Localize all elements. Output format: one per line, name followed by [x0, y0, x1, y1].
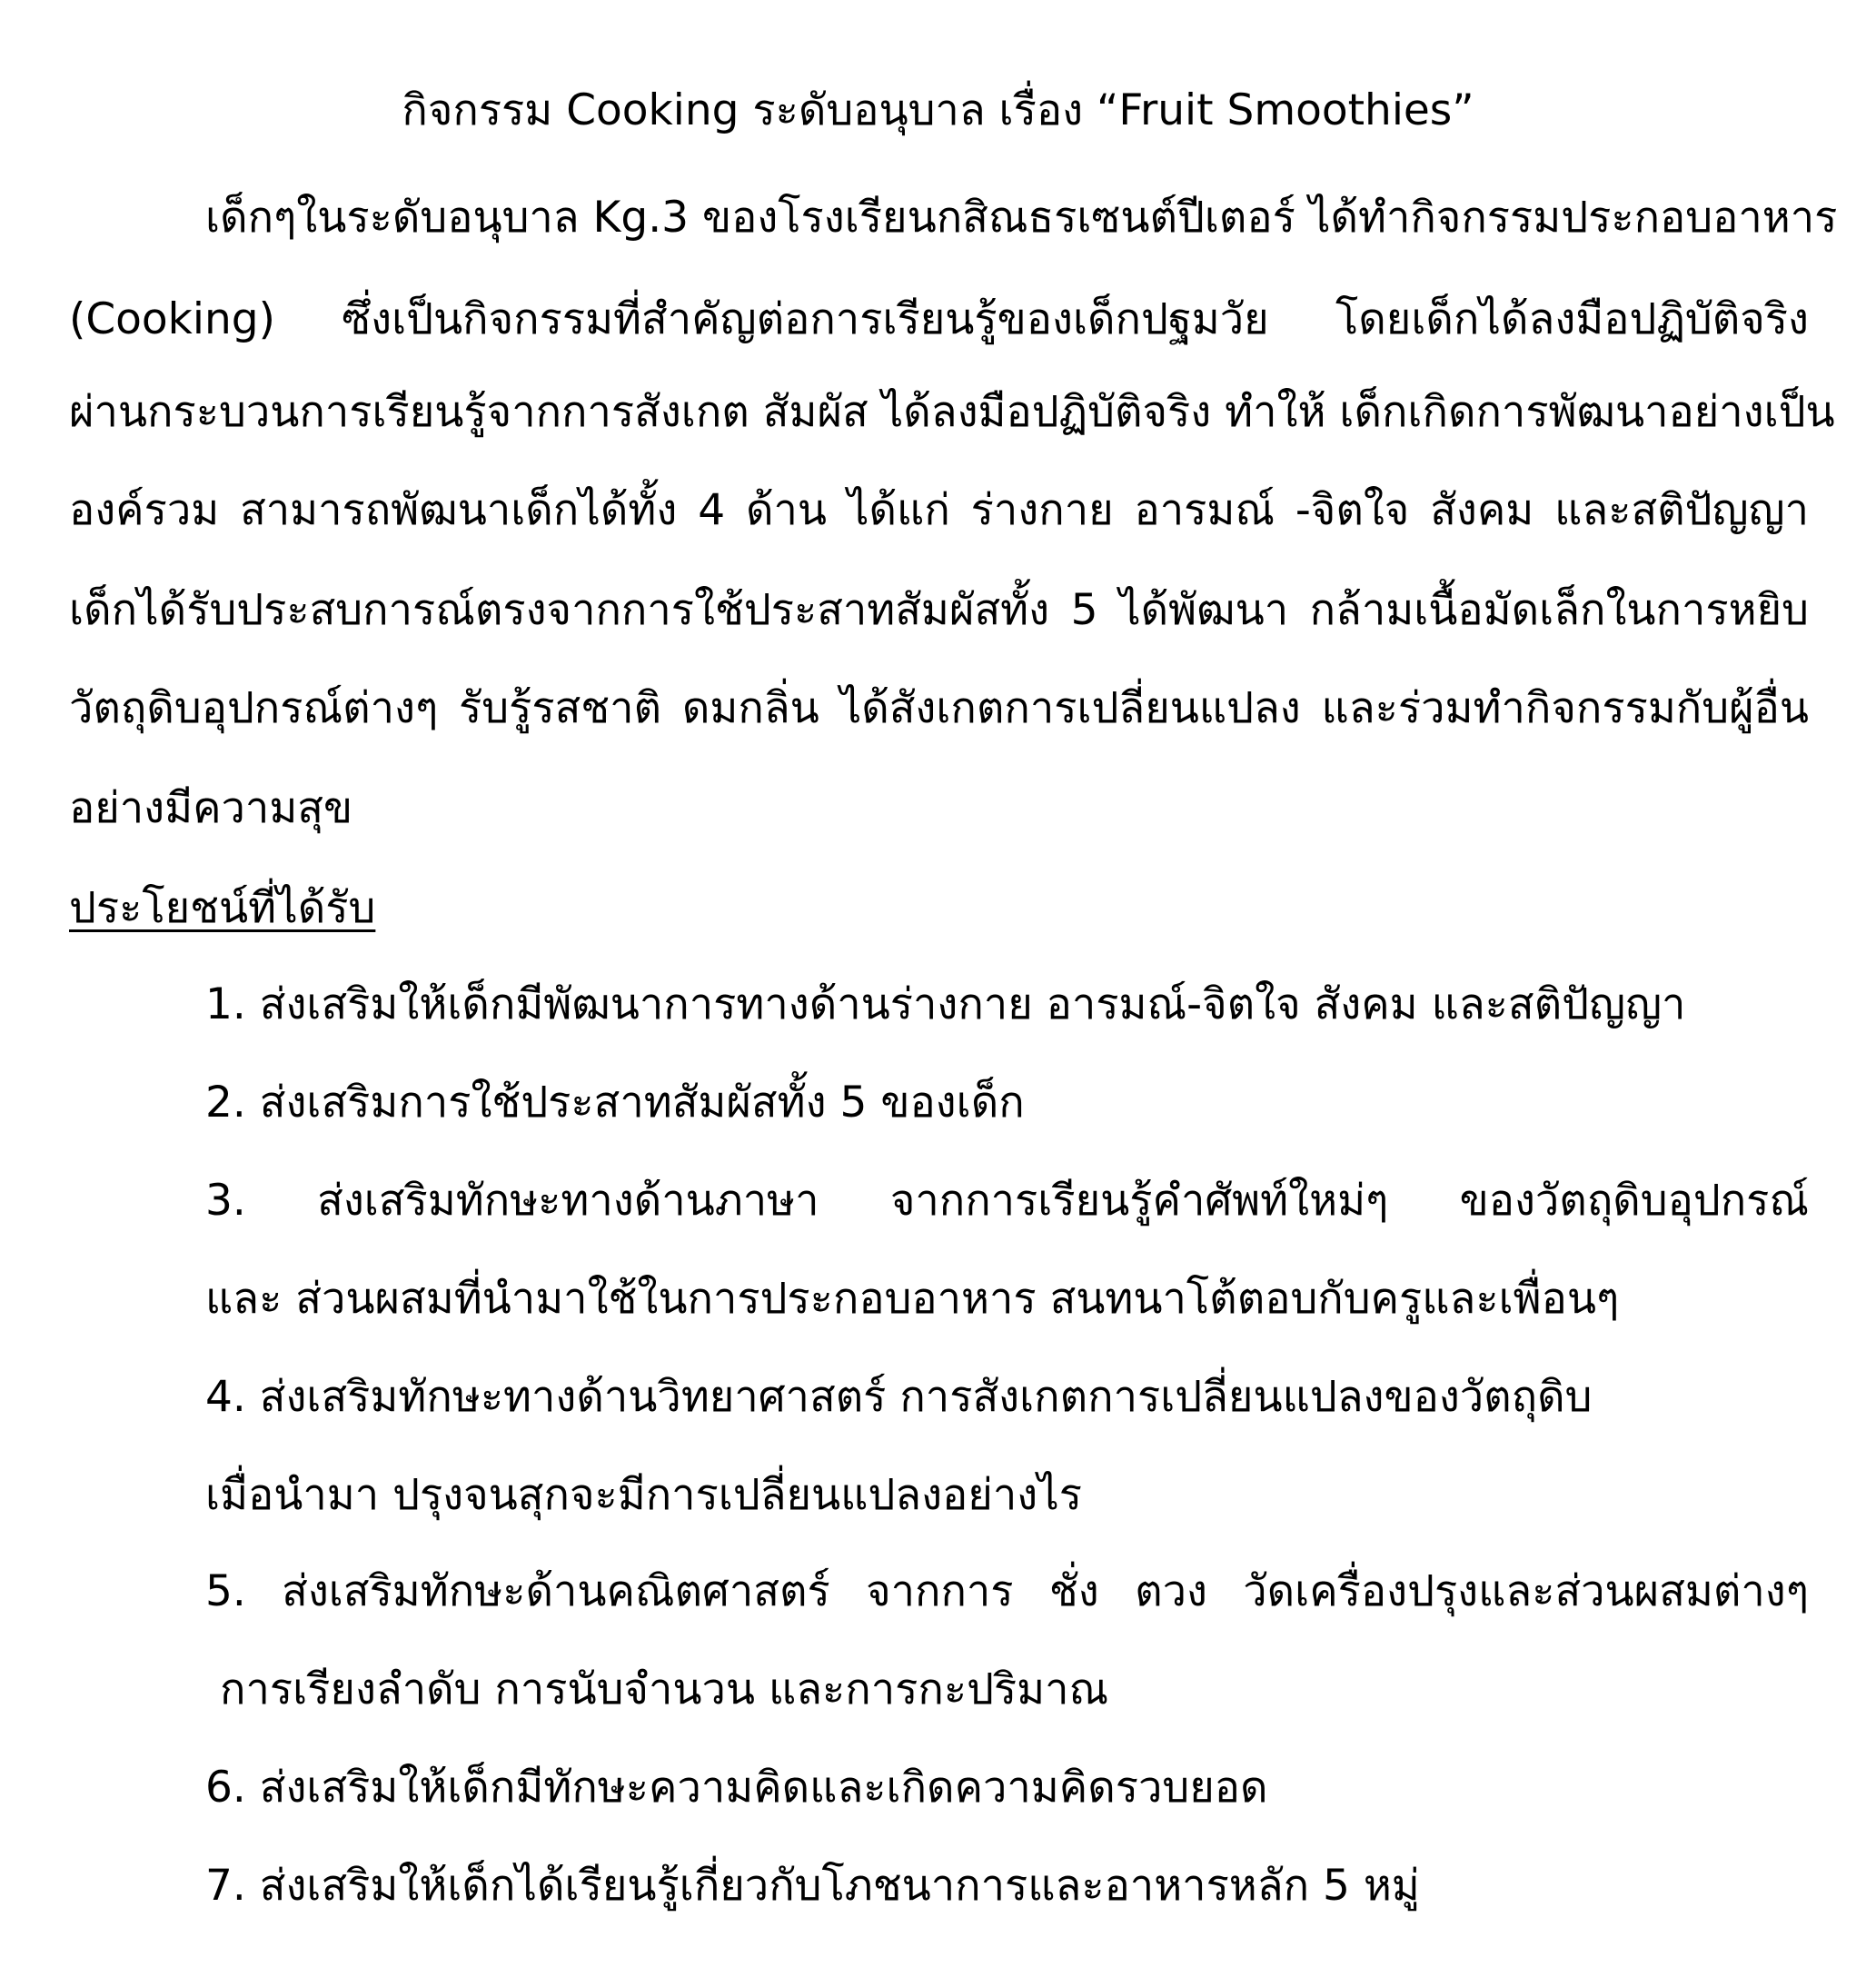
benefit-item: 6. ส่งเสริมให้เด็กมีทักษะความคิดและเกิดความคิดรวบยอด — [205, 1763, 1268, 1813]
benefit-item-continuation: การเรียงลำดับ การนับจำนวน และการกะปริมาณ — [220, 1664, 1109, 1714]
intro-line: วัตถุดิบอุปกรณ์ต่างๆ รับรู้รสชาติ ดมกลิ่น ได้สังเกตการเปลี่ยนแปลง และร่วมทำกิจกรรมกับผู้อื่น — [69, 683, 1809, 733]
intro-line: เด็กได้รับประสบการณ์ตรงจากการใช้ประสาทสัมผัสทั้ง 5 ได้พัฒนา กล้ามเนื้อมัดเล็กในการหยิบ — [69, 585, 1809, 635]
intro-line: (Cooking) ซึ่งเป็นกิจกรรมที่สำคัญต่อการเรียนรู้ของเด็กปฐมวัย โดยเด็กได้ลงมือปฏิบัติจริง — [69, 294, 1809, 344]
benefit-item: 2. ส่งเสริมการใช้ประสาทสัมผัสทั้ง 5 ของเด็ก — [205, 1078, 1025, 1128]
benefit-item: 5. ส่งเสริมทักษะด้านคณิตศาสตร์ จากการ ชั่ง ตวง วัดเครื่องปรุงและส่วนผสมต่างๆ — [205, 1566, 1809, 1616]
benefit-item: 7. ส่งเสริมให้เด็กได้เรียนรู้เกี่ยวกับโภชนาการและอาหารหลัก 5 หมู่ — [205, 1861, 1420, 1911]
intro-line: อย่างมีความสุข — [69, 783, 353, 833]
benefit-item-continuation: เมื่อนำมา ปรุงจนสุกจะมีการเปลี่ยนแปลงอย่างไร — [205, 1470, 1083, 1520]
benefit-item-continuation: และ ส่วนผสมที่นำมาใช้ในการประกอบอาหาร สนทนาโต้ตอบกับครูและเพื่อนๆ — [205, 1274, 1620, 1324]
intro-line: ผ่านกระบวนการเรียนรู้จากการสังเกต สัมผัส ได้ลงมือปฏิบัติจริง ทำให้ เด็กเกิดการพัฒนาอย่างเป็น — [69, 387, 1835, 437]
benefit-item: 4. ส่งเสริมทักษะทางด้านวิทยาศาสตร์ การสังเกตการเปลี่ยนแปลงของวัตถุดิบ — [205, 1372, 1593, 1422]
intro-line: เด็กๆในระดับอนุบาล Kg.3 ของโรงเรียนกสิณธรเซนต์ปีเตอร์ ได้ทำกิจกรรมประกอบอาหาร — [205, 193, 1838, 243]
benefits-heading: ประโยชน์ที่ได้รับ — [69, 883, 376, 933]
benefit-item: 3. ส่งเสริมทักษะทางด้านภาษา จากการเรียนรู้คำศัพท์ใหม่ๆ ของวัตถุดิบอุปกรณ์ — [205, 1176, 1809, 1226]
document-title: กิจกรรม Cooking ระดับอนุบาล เรื่อง “Fruit Smoothies” — [402, 85, 1474, 135]
intro-line: องค์รวม สามารถพัฒนาเด็กได้ทั้ง 4 ด้าน ได้แก่ ร่างกาย อารมณ์ -จิตใจ สังคม และสติปัญญา — [69, 485, 1809, 535]
benefit-item: 1. ส่งเสริมให้เด็กมีพัฒนาการทางด้านร่างกาย อารมณ์-จิตใจ สังคม และสติปัญญา — [205, 979, 1686, 1029]
